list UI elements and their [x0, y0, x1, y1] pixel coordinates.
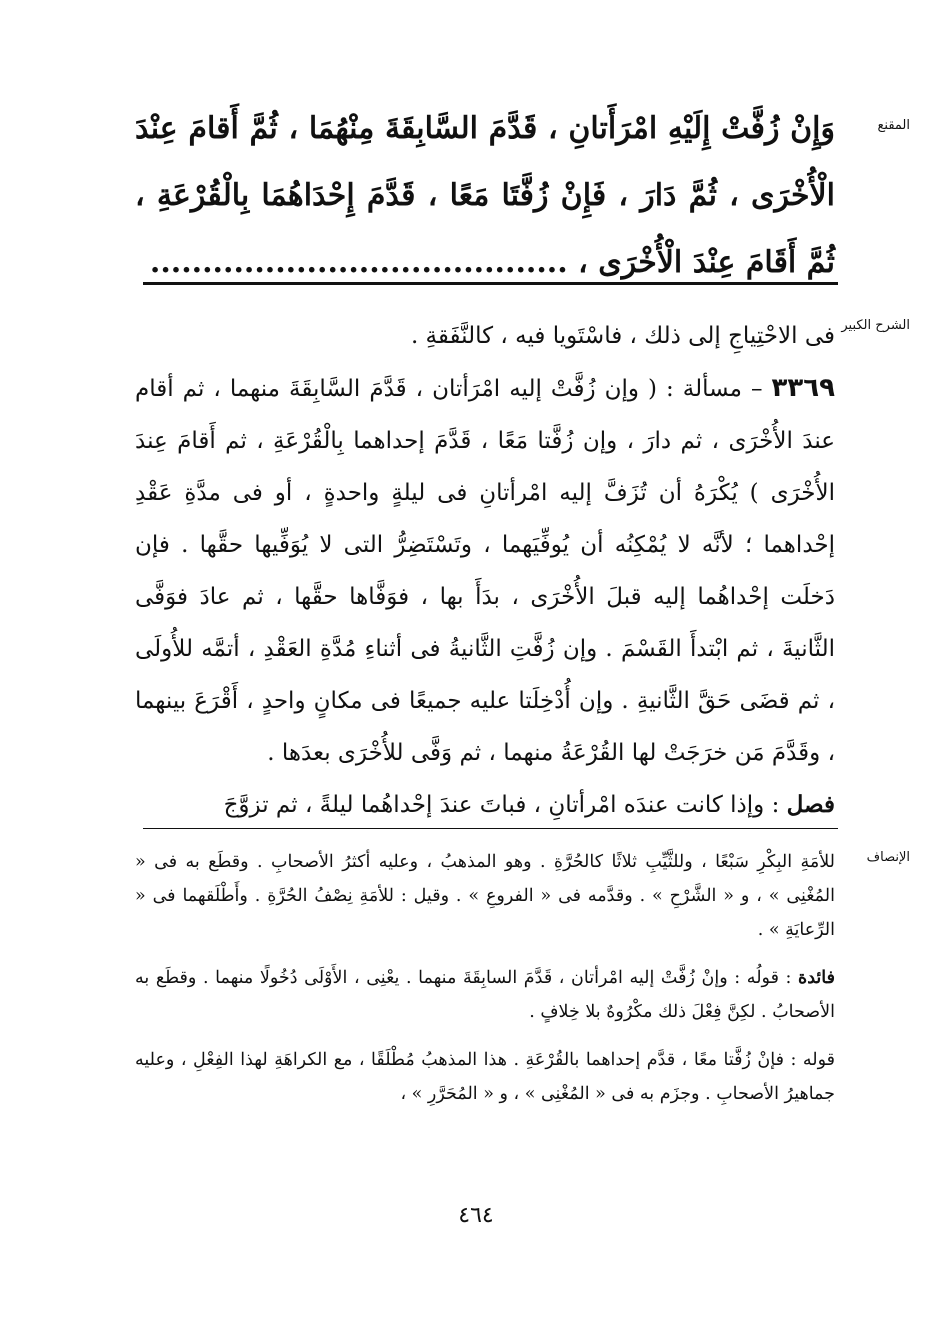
section-divider-thick	[143, 282, 838, 285]
insaf-text-block	[135, 845, 835, 1111]
sharh-text-block	[135, 310, 835, 831]
label-sharh: الشرح الكبير	[841, 318, 910, 333]
sharh-paragraph-2	[135, 362, 835, 779]
faida-label: فائدة	[798, 968, 835, 988]
label-insaf: الإنصاف	[866, 850, 910, 865]
insaf-paragraph-1: للأمَةِ البِكْرِ سَبْعًا ، وللثَّيِّبِ ثلاثًا كالحُرَّةِ . وهو المذهبُ ، وعليه أكثرُ الأصحابِ . وقطَع به فى « المُغْنِى » ، و « الشَّرْحِ » . وقدَّمه فى « الفروعِ » . وقيل : للأمَةِ نِصْفُ الحُرَّةِ . وأَطْلَقهما فى « الرِّعايَةِ » .	[135, 852, 835, 940]
issue-number: ٣٣٦٩	[771, 373, 835, 403]
sharh-paragraph-1: فى الاحْتِياجِ إلى ذلك ، فاسْتَويا فيه ، كالنَّفَقةِ .	[410, 323, 835, 349]
insaf-paragraph-3: قوله : فإنْ زُفَّتا معًا ، قدَّم إحداهما بالقُرْعَةِ . هذا المذهبُ مُطْلَقًا ، مع الكراهَةِ لهذا الفِعْلِ ، وعليه جماهيرُ الأصحابِ . وجزَم به فى « المُغْنِى » ، و « المُحَرَّرِ » ،	[135, 1050, 835, 1104]
sharh-issue-text: – مسألة : ( وإن زُفَّتْ إليه امْرَأتان ، قَدَّمَ السَّابِقَةَ منهما ، ثم أقام عندَ الأُخْرَى ، ثم دارَ ، وإن زُفَّتا مَعًا ، قَدَّمَ إحداهما بِالْقُرْعَةِ ، ثم أَقامَ عِندَ الأُخْرَى ) يُكْرَهُ أن تُزَفَّ إليه امْرأتانِ فى ليلةٍ واحدةٍ ، أو فى مدَّةِ عَقْدِ إحْداهما ؛ لأنَّه لا يُمْكِنُه أن يُوفِّيَهما ، وتَسْتَضِرُّ التى لا يُوَفِّيها حقَّها . فإن دَخلَت إحْداهُما إليه قبلَ الأُخْرَى ، بدَأَ بها ، فوَفَّاها حقَّها ، ثم عادَ فوَفَّى الثَّانيةَ ، ثم ابْتدأَ القَسْمَ . وإن زُفَّتِ الثَّانيةُ فى أثناءِ مُدَّةِ العَقْدِ ، أتمَّه للأُولَى ، ثم قضَى حَقَّ الثَّانيةِ . وإن أُدْخِلَتا عليه جميعًا فى مكانٍ واحدٍ ، أَقْرَعَ بينهما ، وقَدَّمَ مَن خرَجَتْ لها القُرْعَةُ منهما ، ثم وَفَّى للأُخْرَى بعدَها .	[135, 376, 835, 766]
page-number: ٤٦٤	[458, 1203, 494, 1228]
section-divider-thin	[143, 828, 838, 829]
insaf-faida-text: : قولُه : وإنْ زُفَّتْ إليه امْرأتان ، قَدَّمَ السابِقَةَ منهما . يعْنِى ، الأَوْلَى دُخُولًا منهما . وقطَع به الأصحابُ . لكِنَّ فِعْلَ ذلك مكْرُوهٌ بلا خِلافٍ .	[135, 968, 835, 1022]
sharh-paragraph-3	[135, 779, 835, 831]
fasl-label: فصل	[786, 791, 835, 818]
mughni-paragraph: وَإِنْ زُفَّتْ إِلَيْهِ امْرَأَتانِ ، قَدَّمَ السَّابِقَةَ مِنْهُمَا ، ثُمَّ أَقامَ عِنْدَ الْأُخْرَى ، ثُمَّ دَارَ ، فَإِنْ زُفَّتَا مَعًا ، قَدَّمَ إِحْدَاهُمَا بِالْقُرْعَةِ ، ثُمَّ أَقَامَ عِنْدَ الْأُخْرَى ، ........................................	[135, 111, 835, 280]
sharh-fasl-text: : وإذا كانت عندَه امْرأتانِ ، فباتَ عندَ إحْداهُما ليلةً ، ثم تزوَّجَ	[223, 792, 780, 818]
insaf-paragraph-2	[135, 961, 835, 1029]
mughni-text-block	[135, 95, 835, 296]
label-mughni: المقنع	[877, 118, 910, 133]
